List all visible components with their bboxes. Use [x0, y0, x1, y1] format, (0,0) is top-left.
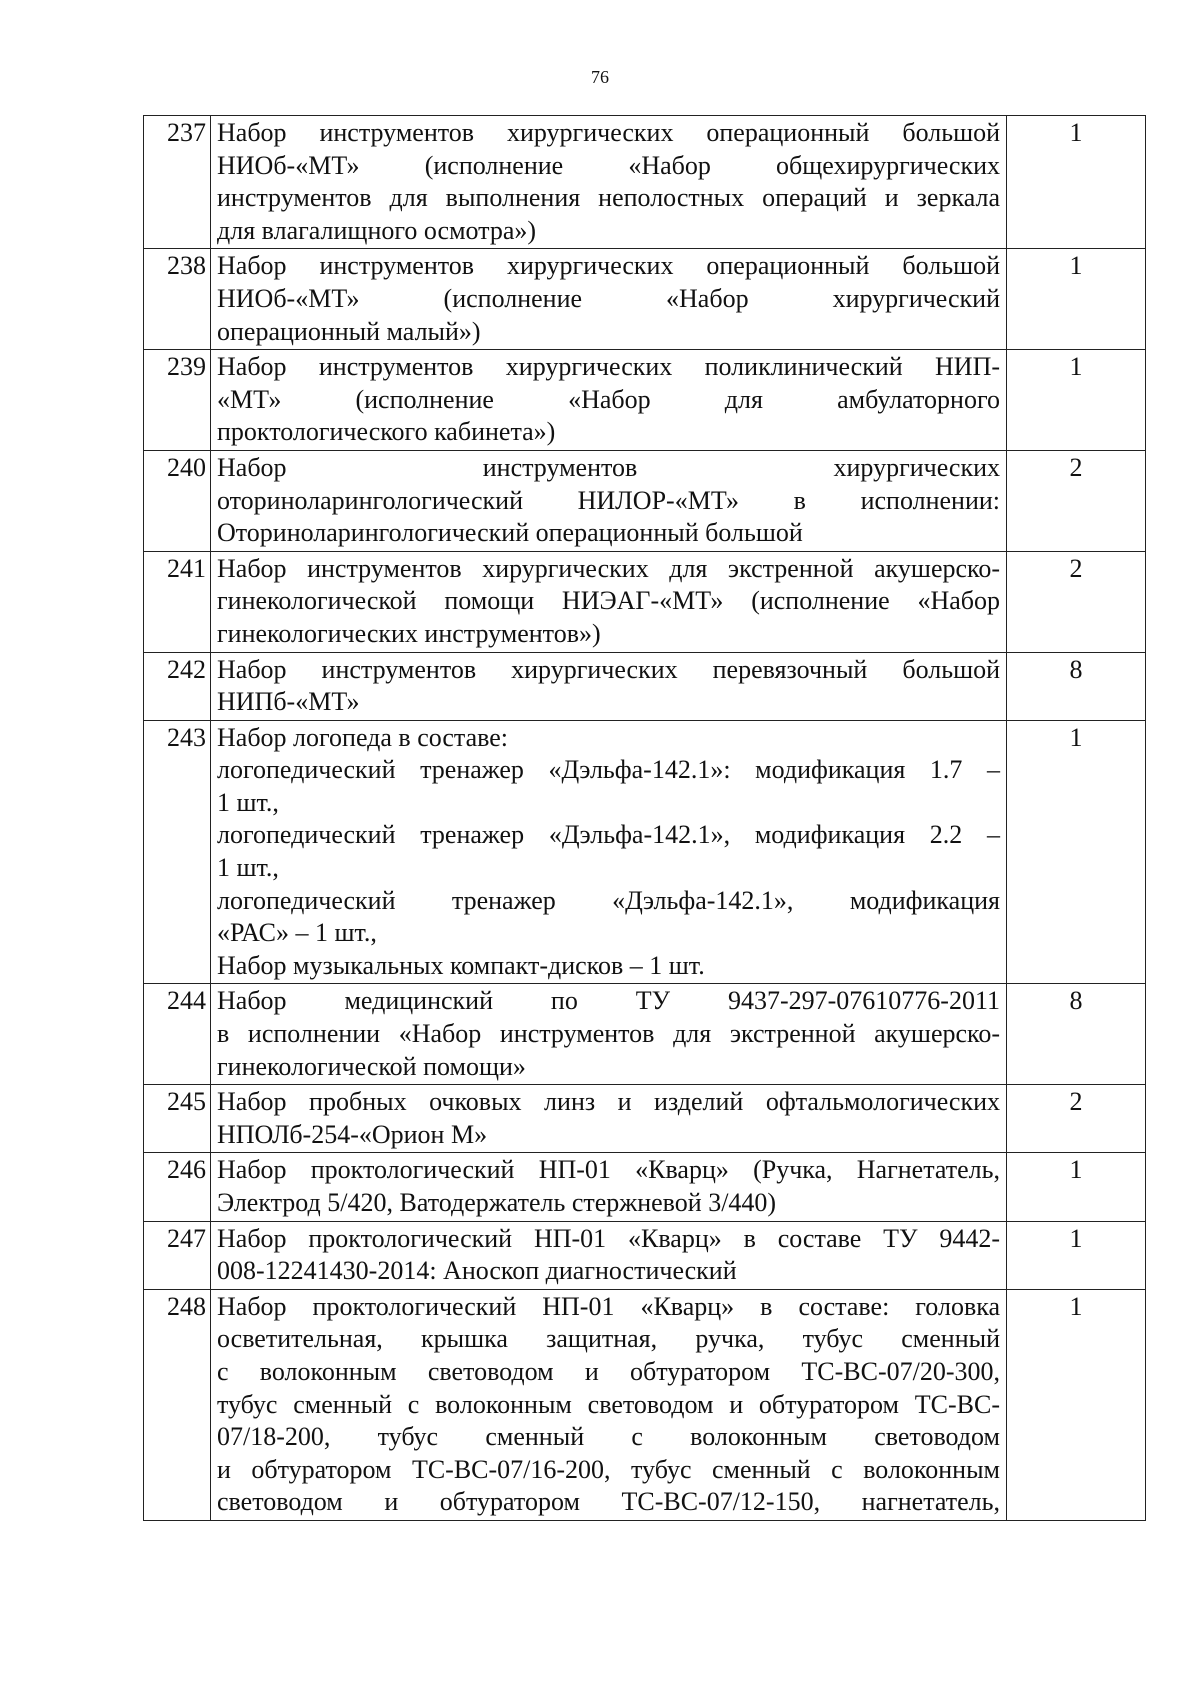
item-quantity: 1: [1007, 116, 1146, 249]
item-quantity: 8: [1007, 652, 1146, 720]
table-row: [144, 116, 1146, 249]
row-number: 248: [144, 1289, 211, 1520]
row-number: 247: [144, 1221, 211, 1289]
item-description: [211, 116, 1007, 249]
description-line: Набор музыкальных компакт-дисков – 1 шт.: [217, 950, 705, 980]
item-quantity: 2: [1007, 1085, 1146, 1153]
item-quantity: 1: [1007, 249, 1146, 350]
description-line: Набор медицинский по ТУ 9437-297-07610776-2011: [217, 986, 1000, 1016]
item-quantity: 1: [1007, 1289, 1146, 1520]
table-row: [144, 652, 1146, 720]
item-description: [211, 450, 1007, 551]
items-table-body: [144, 116, 1146, 1521]
description-line: Электрод 5/420, Ватодержатель стержневой 3/440): [217, 1188, 777, 1217]
description-line: и обтуратором ТС-ВС-07/16-200, тубус сменный с волоконным: [217, 1454, 1000, 1484]
description-line: логопедический тренажер «Дэльфа-142.1», модификация: [217, 885, 1000, 915]
description-line: Набор логопеда в составе:: [217, 722, 509, 752]
description-line: инструментов для выполнения неполостных операций и зеркала: [217, 183, 1000, 213]
table-row: [144, 984, 1146, 1085]
row-number: 237: [144, 116, 211, 249]
description-line: гинекологических инструментов»): [217, 618, 601, 648]
description-line: проктологического кабинета»): [217, 417, 556, 447]
item-description: [211, 652, 1007, 720]
row-number: 241: [144, 551, 211, 652]
table-row: [144, 249, 1146, 350]
description-line: осветительная, крышка защитная, ручка, тубус сменный: [217, 1324, 1000, 1354]
description-line: Набор инструментов хирургических перевязочный большой: [217, 654, 1000, 684]
page-number: 76: [591, 67, 609, 87]
item-description: [211, 1085, 1007, 1153]
item-description: [211, 1153, 1007, 1221]
table-row: [144, 350, 1146, 451]
description-line: Набор проктологический НП-01 «Кварц» в составе ТУ 9442-: [217, 1223, 1000, 1253]
description-line: Набор инструментов хирургических операционный большой: [217, 251, 1000, 281]
description-line: НИПб-«МТ»: [217, 687, 360, 717]
table-row: [144, 1153, 1146, 1221]
description-line: НПОЛб-254-«Орион М»: [217, 1119, 488, 1149]
item-quantity: 1: [1007, 1221, 1146, 1289]
row-number: 240: [144, 450, 211, 551]
items-table: [143, 115, 1146, 1521]
table-row: [144, 1085, 1146, 1153]
item-description: [211, 1221, 1007, 1289]
description-line: Набор инструментов хирургических для экстренной акушерско-: [217, 553, 1000, 583]
description-line: Набор инструментов хирургических поликлинический НИП-: [217, 352, 1000, 382]
description-line: НИОб-«МТ» (исполнение «Набор хирургический: [217, 283, 1000, 313]
description-line: Набор инструментов хирургических операционный большой: [217, 118, 1000, 147]
description-line: гинекологической помощи НИЭАГ-«МТ» (исполнение «Набор: [217, 586, 1000, 616]
description-line: гинекологической помощи»: [217, 1051, 526, 1081]
description-line: логопедический тренажер «Дэльфа-142.1», модификация 2.2 –: [217, 820, 1000, 850]
item-description: [211, 1289, 1007, 1520]
description-line: Оториноларингологический операционный большой: [217, 518, 803, 548]
row-number: 242: [144, 652, 211, 720]
item-quantity: 1: [1007, 720, 1146, 984]
item-quantity: 2: [1007, 450, 1146, 551]
row-number: 246: [144, 1153, 211, 1221]
description-line: для влагалищного осмотра»): [217, 215, 537, 245]
description-line: 07/18-200, тубус сменный с волоконным световодом: [217, 1422, 1000, 1452]
table-row: [144, 1221, 1146, 1289]
description-line: Набор инструментов хирургических: [217, 452, 1000, 482]
item-quantity: 2: [1007, 551, 1146, 652]
item-description: [211, 720, 1007, 984]
item-description: [211, 551, 1007, 652]
item-quantity: 8: [1007, 984, 1146, 1085]
description-line: с волоконным световодом и обтуратором ТС-ВС-07/20-300,: [217, 1356, 1000, 1386]
description-line: в исполнении «Набор инструментов для экстренной акушерско-: [217, 1019, 1000, 1049]
row-number: 243: [144, 720, 211, 984]
item-quantity: 1: [1007, 350, 1146, 451]
description-line: «РАС» – 1 шт.,: [217, 918, 377, 948]
table-row: [144, 1289, 1146, 1520]
item-description: [211, 350, 1007, 451]
description-line: логопедический тренажер «Дэльфа-142.1»: модификация 1.7 –: [217, 755, 1000, 785]
description-line: Набор проктологический НП-01 «Кварц» в составе: головка: [217, 1291, 1000, 1321]
description-line: 1 шт.,: [217, 787, 279, 817]
description-line: «МТ» (исполнение «Набор для амбулаторного: [217, 384, 1000, 414]
table-row: [144, 551, 1146, 652]
item-description: [211, 984, 1007, 1085]
description-line: световодом и обтуратором ТС-ВС-07/12-150, нагнетатель,: [217, 1487, 1000, 1517]
description-line: Набор проктологический НП-01 «Кварц» (Ручка, Нагнетатель,: [217, 1155, 1000, 1185]
description-line: 1 шт.,: [217, 853, 279, 883]
row-number: 239: [144, 350, 211, 451]
table-row: [144, 450, 1146, 551]
description-line: Набор пробных очковых линз и изделий офтальмологических: [217, 1087, 1000, 1117]
description-line: НИОб-«МТ» (исполнение «Набор общехирургических: [217, 150, 1000, 180]
description-line: оториноларингологический НИЛОР-«МТ» в исполнении:: [217, 485, 1000, 515]
item-quantity: 1: [1007, 1153, 1146, 1221]
description-line: 008-12241430-2014: Аноскоп диагностический: [217, 1256, 737, 1286]
row-number: 244: [144, 984, 211, 1085]
item-description: [211, 249, 1007, 350]
description-line: операционный малый»): [217, 316, 481, 346]
row-number: 238: [144, 249, 211, 350]
table-row: [144, 720, 1146, 984]
description-line: тубус сменный с волоконным световодом и обтуратором ТС-ВС-: [217, 1389, 1000, 1419]
row-number: 245: [144, 1085, 211, 1153]
